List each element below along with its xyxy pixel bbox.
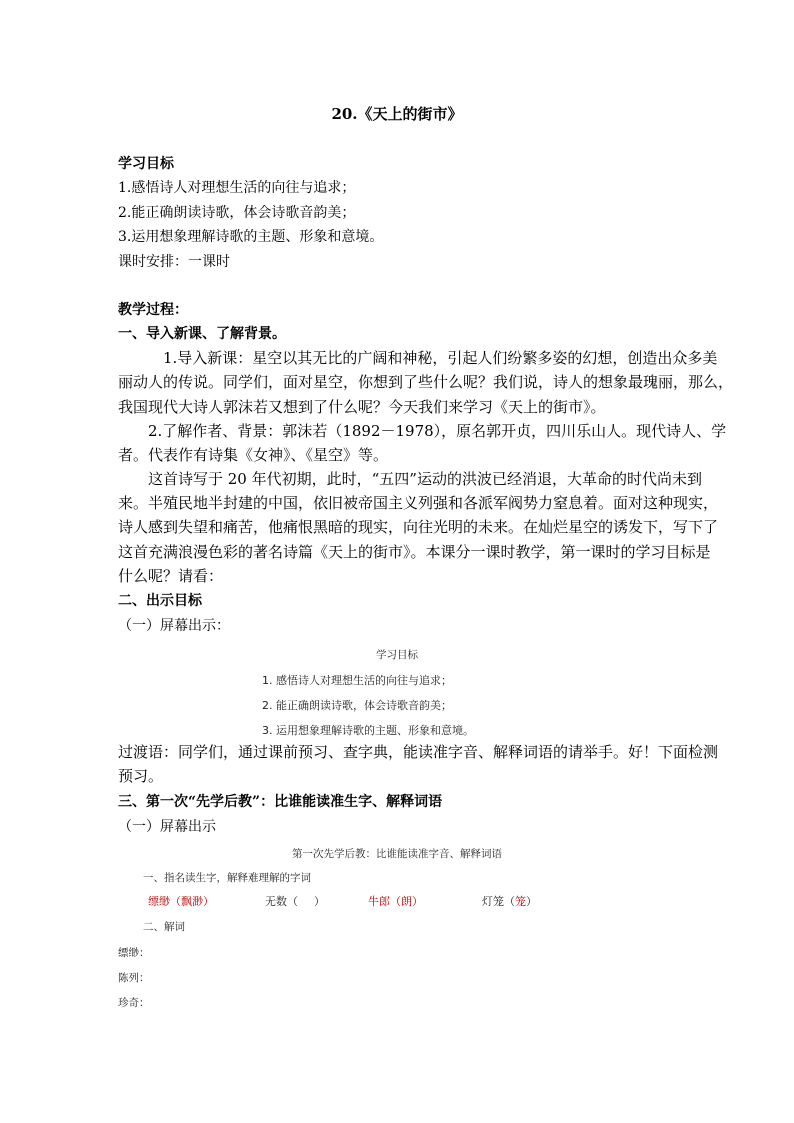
definition-item: 珍奇：: [118, 997, 150, 1009]
word-label: 无数（: [265, 895, 298, 908]
paragraph-line: 这首充满浪漫色彩的著名诗篇《天上的街市》。本课分一课时教学，第一课时的学习目标是: [118, 543, 711, 561]
section-heading-3: 三、第一次“先学后教”：比谁能读准生字、解释词语: [118, 794, 443, 810]
definition-item: 缥缈：: [118, 947, 150, 959]
paragraph-line: 来。半殖民地半封建的中国，依旧被帝国主义列强和各派军阀势力窒息着。面对这种现实，: [118, 494, 719, 512]
word-close: ）: [526, 895, 537, 908]
document-title: 20.《天上的街市》: [331, 105, 463, 123]
word-answer: 飘渺: [181, 895, 203, 908]
process-heading: 教学过程：: [118, 302, 188, 318]
goal-item: 3.运用想象理解诗歌的主题、形象和意境。: [118, 229, 384, 245]
subsection-heading: （一）屏幕出示: [118, 819, 216, 835]
word-item: [482, 893, 537, 909]
screen1-item: 3. 运用想象理解诗歌的主题、形象和意境。: [262, 724, 474, 737]
paragraph-line: 这首诗写于 20 年代初期，此时，“五四”运动的洪波已经消退，大革命的时代尚未到: [148, 470, 702, 488]
screen1-item: 1. 感悟诗人对理想生活的向往与追求；: [262, 674, 452, 687]
screen1-heading: 学习目标: [376, 649, 418, 661]
paragraph-line: 1.导入新课：星空以其无比的广阔和神秘，引起人们纷繁多姿的幻想，创造出众多美: [163, 349, 718, 367]
paragraph-line: 什么呢？请看：: [118, 567, 224, 585]
screen2-heading: 第一次先学后教：比谁能读准字音、解释词语: [292, 848, 502, 860]
section-heading-2: 二、出示目标: [118, 593, 202, 609]
word-answer: 朗: [401, 895, 412, 908]
screen1-item: 2. 能正确朗读诗歌，体会诗歌音韵美；: [262, 699, 452, 712]
paragraph-line: 我国现代大诗人郭沫若又想到了什么呢？今天我们来学习《天上的街市》。: [118, 398, 606, 416]
word-item: [368, 893, 423, 909]
goal-item: 2.能正确朗读诗歌，体会诗歌音韵美；: [118, 205, 356, 221]
word-close: ）: [314, 895, 325, 908]
word-answer: 笼: [515, 895, 526, 908]
word-label: 牛郎（: [368, 895, 401, 908]
screen2-task2: 二、解词: [143, 921, 185, 933]
word-close: ）: [203, 895, 214, 908]
goals-heading: 学习目标: [118, 156, 174, 172]
word-close: ）: [412, 895, 423, 908]
paragraph-line: 2.了解作者、背景：郭沫若（1892－1978），原名郭开贞，四川乐山人。现代诗人、学: [148, 422, 727, 440]
screen2-task1: 一、指名读生字，解释难理解的字词: [143, 872, 311, 884]
word-label: 灯笼（: [482, 895, 515, 908]
section-heading-1: 一、导入新课、了解背景。: [118, 326, 286, 342]
word-label: 缥缈（: [148, 895, 181, 908]
schedule-text: 课时安排：一课时: [118, 254, 230, 270]
definition-item: 陈列：: [118, 972, 150, 984]
transition-line: 过渡语：同学们，通过课前预习、查字典，能读准字音、解释词语的请举手。好！下面检测: [118, 743, 719, 761]
word-item: [148, 893, 214, 909]
transition-line: 预习。: [118, 767, 164, 785]
subsection-heading: （一）屏幕出示：: [118, 618, 230, 634]
paragraph-line: 者。代表作有诗集《女神》、《星空》等。: [118, 446, 389, 464]
paragraph-line: 丽动人的传说。同学们，面对星空，你想到了些什么呢？我们说，诗人的想象最瑰丽，那么，: [118, 373, 734, 391]
paragraph-line: 诗人感到失望和痛苦，他痛恨黑暗的现实，向往光明的未来。在灿烂星空的诱发下，写下了: [118, 518, 719, 536]
word-item: [265, 893, 325, 909]
goal-item: 1.感悟诗人对理想生活的向往与追求；: [118, 180, 356, 196]
